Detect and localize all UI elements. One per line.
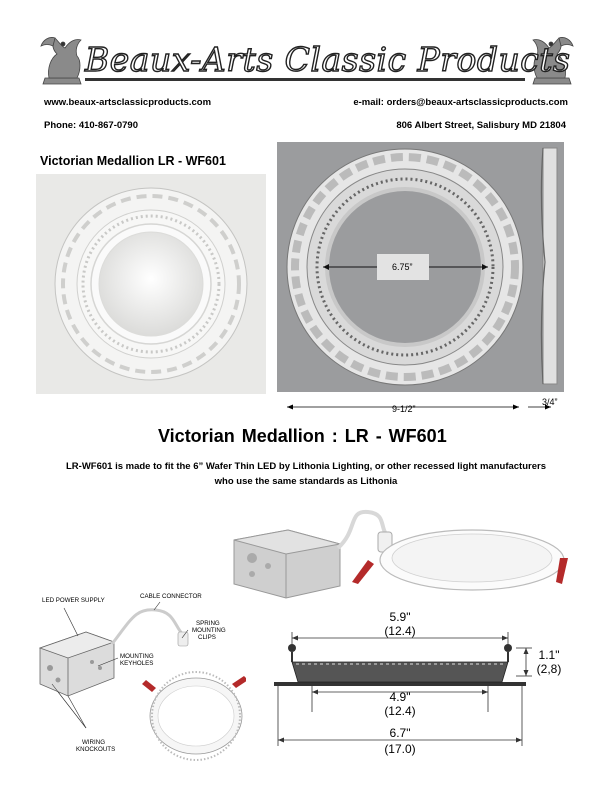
led-dimension-drawing [270, 602, 570, 772]
medallion-rendering [277, 142, 564, 392]
callout-keyholes-2: KEYHOLES [120, 660, 154, 667]
website-link[interactable]: www.beaux-artsclassicproducts.com [44, 97, 212, 108]
email-link[interactable]: e-mail: orders@beaux-artsclassicproducts.com [353, 97, 568, 108]
bottom-dimension-in: 6.7" [389, 726, 411, 740]
outer-dimension-line [283, 400, 573, 414]
callout-spring-clips-1: SPRING [196, 620, 220, 627]
description-line-2: who use the same standards as Lithonia [214, 476, 398, 487]
inner-dimension-label: 6.75” [392, 262, 413, 272]
outer-dimension-label: 9-1/2” [392, 404, 416, 414]
medallion-front-icon [36, 174, 266, 394]
top-dimension-in: 5.9" [389, 610, 411, 624]
callout-keyholes-1: MOUNTING [120, 653, 154, 660]
address: 806 Albert Street, Salisbury MD 21804 [396, 120, 566, 131]
logo-text: Beaux-Arts Classic Products [85, 40, 571, 79]
led-components-icon [36, 588, 246, 768]
callout-spring-clips-2: MOUNTING [192, 627, 226, 634]
phone-number: Phone: 410-867-0790 [44, 120, 138, 131]
top-dimension-cm: (12.4) [384, 624, 416, 638]
description-line-1: LR-WF601 is made to fit the 6” Wafer Thin LED by Lithonia Lighting, or other recessed light manufacturers [66, 461, 546, 472]
callout-knockouts-1: WIRING [82, 739, 106, 746]
led-product-photo [228, 500, 578, 602]
led-component-diagram [36, 588, 246, 768]
callout-spring-clips-3: CLIPS [198, 634, 216, 641]
logo-banner [35, 28, 579, 88]
product-title: Victorian Medallion : LR - WF601 [158, 426, 447, 446]
height-dimension-in: 1.1" [538, 648, 560, 662]
callout-power-supply: LED POWER SUPPLY [42, 597, 105, 604]
bottom-dimension-cm: (17.0) [384, 742, 416, 756]
product-subtitle: Victorian Medallion LR - WF601 [40, 154, 226, 168]
callout-cable-connector: CABLE CONNECTOR [140, 593, 202, 600]
middle-dimension-in: 4.9" [389, 690, 411, 704]
height-dimension-cm: (2,8) [536, 662, 562, 676]
depth-dimension-label: 3/4” [542, 397, 558, 407]
medallion-photo [36, 174, 266, 394]
callout-knockouts-2: KNOCKOUTS [76, 746, 116, 753]
middle-dimension-cm: (12.4) [384, 704, 416, 718]
